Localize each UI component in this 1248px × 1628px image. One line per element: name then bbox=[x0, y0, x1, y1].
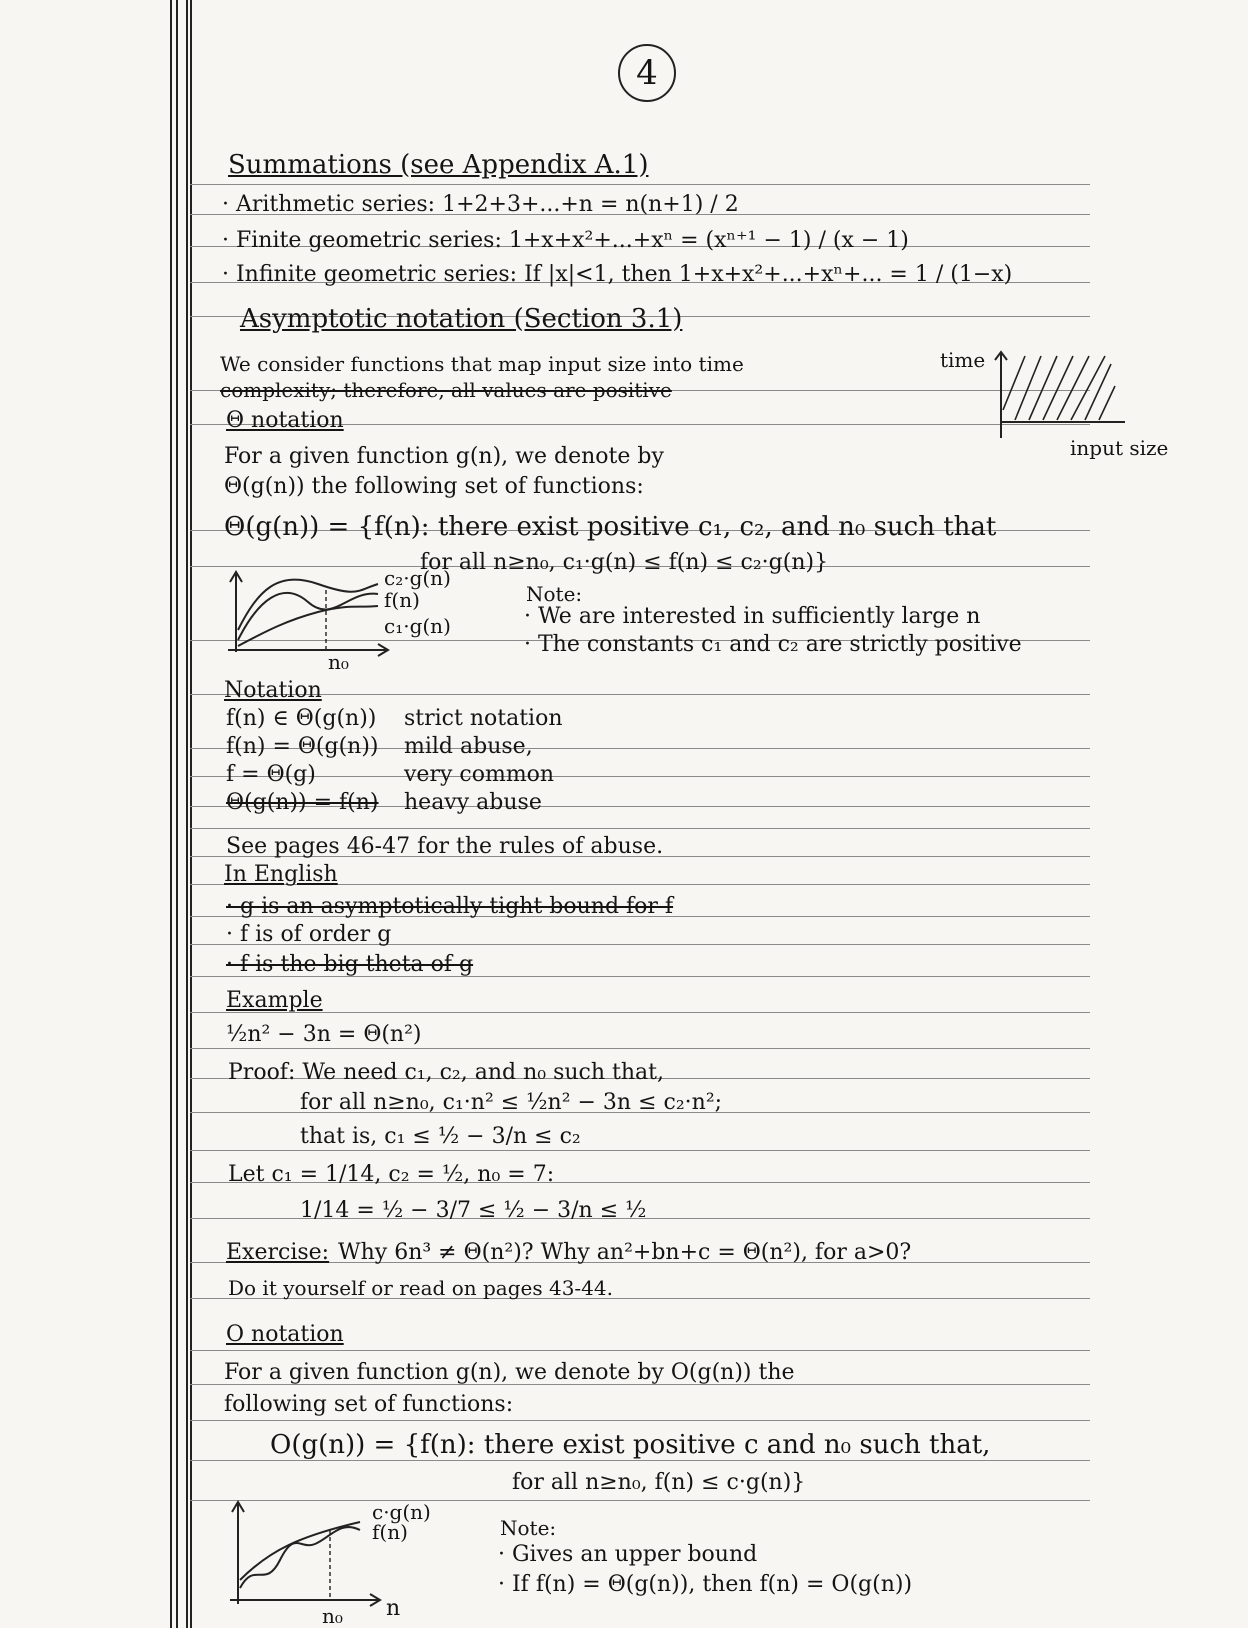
ruled-line bbox=[190, 776, 1090, 777]
asymptotic-heading: Asymptotic notation (Section 3.1) bbox=[240, 304, 683, 334]
infinite-geometric-series: · Infinite geometric series: If |x|<1, then 1+x+x²+...+xⁿ+... = 1 / (1−x) bbox=[222, 262, 1013, 287]
notation-expression: f = Θ(g) bbox=[226, 762, 316, 787]
proof-line-2: for all n≥n₀, c₁·n² ≤ ½n² − 3n ≤ c₂·n²; bbox=[300, 1090, 723, 1115]
notation-expression: Θ(g(n)) = f(n) bbox=[226, 790, 379, 815]
theta-heading: Θ notation bbox=[226, 408, 344, 433]
big-o-definition-1: O(g(n)) = {f(n): there exist positive c and n₀ such that, bbox=[270, 1430, 991, 1460]
big-o-graph-label-n: n bbox=[386, 1596, 401, 1621]
margin-line bbox=[176, 0, 178, 1628]
theta-bounds-graph bbox=[228, 570, 398, 660]
summations-heading: Summations (see Appendix A.1) bbox=[228, 150, 649, 180]
page-number: 4 bbox=[618, 44, 676, 102]
theta-line-2: Θ(g(n)) the following set of functions: bbox=[224, 474, 644, 499]
notation-description: mild abuse, bbox=[404, 734, 533, 759]
notation-expression: f(n) = Θ(g(n)) bbox=[226, 734, 379, 759]
ruled-line bbox=[190, 1350, 1090, 1351]
theta-note-1: · We are interested in sufficiently large n bbox=[524, 604, 981, 629]
big-o-line-2: following set of functions: bbox=[224, 1392, 514, 1417]
see-pages-note: See pages 46-47 for the rules of abuse. bbox=[226, 834, 664, 859]
big-o-graph-label-cg: c·g(n) bbox=[372, 1500, 431, 1524]
big-o-note-1: · Gives an upper bound bbox=[498, 1542, 758, 1567]
ruled-line bbox=[190, 1420, 1090, 1421]
big-o-graph-label-n0: n₀ bbox=[322, 1604, 343, 1628]
ruled-line bbox=[190, 694, 1090, 695]
asymptotic-intro-2: complexity; therefore, all values are positive bbox=[220, 378, 672, 402]
notation-expression: f(n) ∈ Θ(g(n)) bbox=[226, 706, 377, 731]
proof-line-1: Proof: We need c₁, c₂, and n₀ such that, bbox=[228, 1060, 664, 1085]
finite-geometric-series: · Finite geometric series: 1+x+x²+...+xⁿ = (xⁿ⁺¹ − 1) / (x − 1) bbox=[222, 228, 909, 253]
exercise-line-2: Do it yourself or read on pages 43-44. bbox=[228, 1276, 613, 1300]
theta-graph-label-c2g: c₂·g(n) bbox=[384, 566, 451, 590]
notation-description: strict notation bbox=[404, 706, 563, 731]
english-item-2: · f is of order g bbox=[226, 922, 392, 947]
arithmetic-series: · Arithmetic series: 1+2+3+...+n = n(n+1) / 2 bbox=[222, 192, 739, 217]
big-o-heading: O notation bbox=[226, 1322, 344, 1347]
theta-line-1: For a given function g(n), we denote by bbox=[224, 444, 664, 469]
notation-description: heavy abuse bbox=[404, 790, 542, 815]
exercise-label: Exercise: bbox=[226, 1240, 330, 1265]
ruled-line bbox=[190, 1048, 1090, 1049]
big-o-line-1: For a given function g(n), we denote by O(g(n)) the bbox=[224, 1360, 795, 1385]
asymptotic-intro-1: We consider functions that map input size into time bbox=[220, 352, 744, 376]
theta-definition-2: for all n≥n₀, c₁·g(n) ≤ f(n) ≤ c₂·g(n)} bbox=[420, 550, 829, 575]
ruled-line bbox=[190, 1012, 1090, 1013]
english-item-1: · g is an asymptotically tight bound for f bbox=[226, 894, 674, 919]
theta-graph-label-f: f(n) bbox=[384, 588, 420, 612]
big-o-definition-2: for all n≥n₀, f(n) ≤ c·g(n)} bbox=[512, 1470, 806, 1495]
notation-heading: Notation bbox=[224, 678, 322, 703]
time-vs-input-graph bbox=[995, 350, 1135, 440]
ruled-line bbox=[190, 184, 1090, 185]
big-o-note-2: · If f(n) = Θ(g(n)), then f(n) = O(g(n)) bbox=[498, 1572, 913, 1597]
english-item-3: · f is the big theta of g bbox=[226, 952, 474, 977]
proof-check: 1/14 = ½ − 3/7 ≤ ½ − 3/n ≤ ½ bbox=[300, 1198, 647, 1223]
proof-line-3: that is, c₁ ≤ ½ − 3/n ≤ c₂ bbox=[300, 1124, 581, 1149]
ruled-line bbox=[190, 1150, 1090, 1151]
big-o-bound-graph bbox=[230, 1500, 390, 1610]
theta-graph-label-n0: n₀ bbox=[328, 650, 349, 674]
graph-x-label: input size bbox=[1070, 436, 1169, 460]
exercise-text: Why 6n³ ≠ Θ(n²)? Why an²+bn+c = Θ(n²), for a>0? bbox=[338, 1240, 912, 1265]
english-heading: In English bbox=[224, 862, 338, 887]
notation-description: very common bbox=[404, 762, 555, 787]
graph-y-label: time bbox=[940, 348, 986, 372]
proof-let: Let c₁ = 1/14, c₂ = ½, n₀ = 7: bbox=[228, 1162, 555, 1187]
theta-definition-1: Θ(g(n)) = {f(n): there exist positive c₁, c₂, and n₀ such that bbox=[224, 512, 997, 542]
margin-line bbox=[186, 0, 188, 1628]
theta-graph-label-c1g: c₁·g(n) bbox=[384, 614, 451, 638]
example-heading: Example bbox=[226, 988, 323, 1013]
example-claim: ½n² − 3n = Θ(n²) bbox=[226, 1022, 422, 1047]
big-o-note-heading: Note: bbox=[500, 1516, 557, 1540]
ruled-line bbox=[190, 1460, 1090, 1461]
margin-line bbox=[170, 0, 172, 1628]
theta-note-heading: Note: bbox=[526, 582, 583, 606]
ruled-line bbox=[190, 828, 1090, 829]
big-o-graph-label-f: f(n) bbox=[372, 1520, 408, 1544]
theta-note-2: · The constants c₁ and c₂ are strictly positive bbox=[524, 632, 1022, 657]
